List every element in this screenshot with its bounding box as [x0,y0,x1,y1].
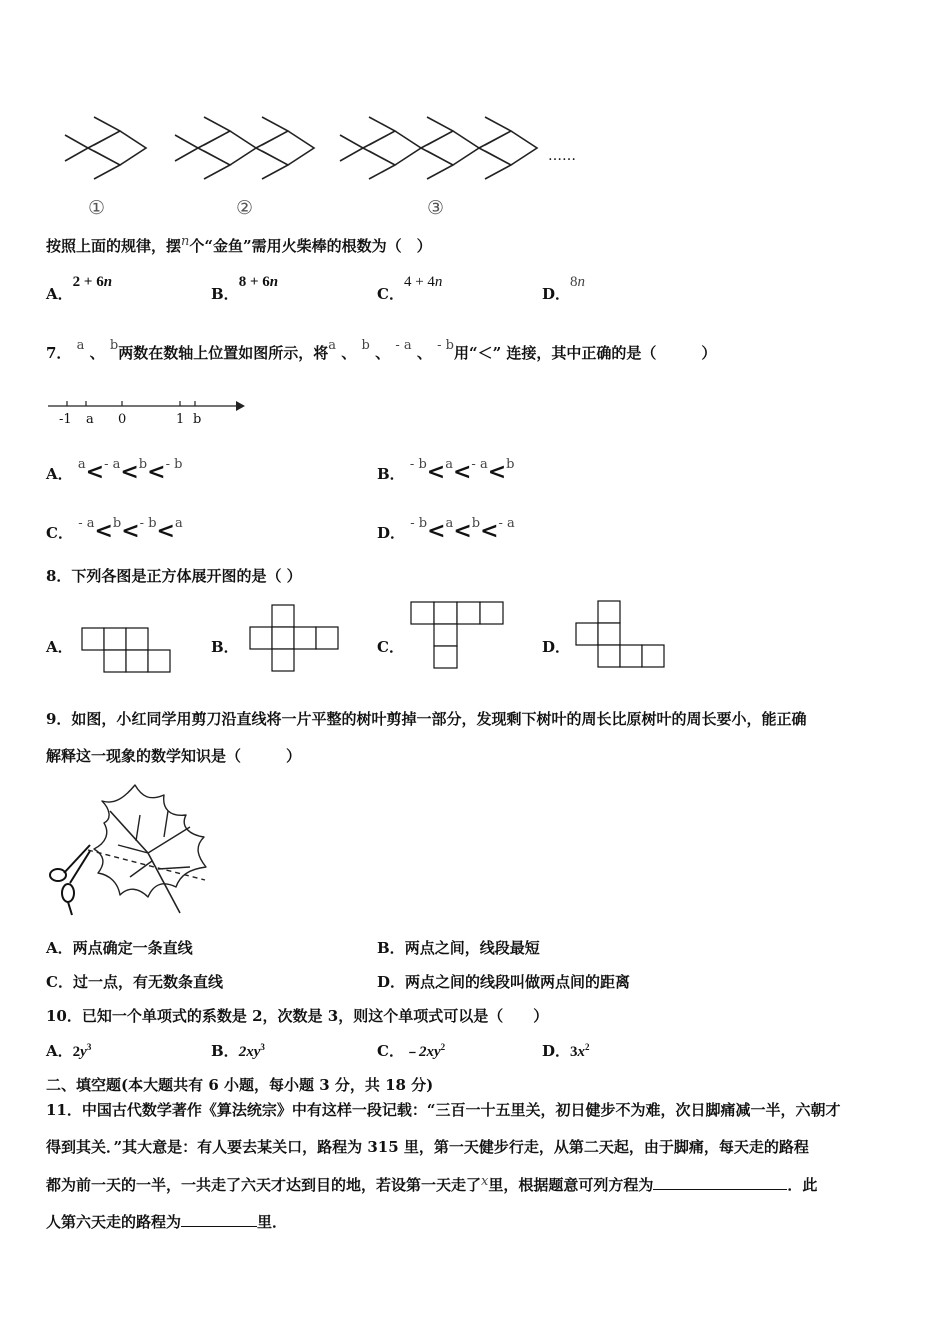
cube-net-d[interactable] [0,600,950,680]
q10-stem: 10．已知一个单项式的系数是 2，次数是 3，则这个单项式可以是（ ） [46,1007,549,1025]
q9-stem-line2: 解释这一现象的数学知识是（ ） [46,747,302,765]
q11-line1: 11．中国古代数学著作《算法统宗》中有这样一段记载：“三百一十五里关，初日健步不为难，次日脚痛减一半，六朝才 [46,1101,841,1119]
q11-line2: 得到其关．”其大意是：有人要去某关口，路程为 315 里，第一天健步行走，从第二天起，由于脚痛，每天走的路程 [46,1138,809,1156]
figure-label-3: ③ [427,197,445,219]
q7-option-a[interactable]: A． a<- a<b<- b [46,457,183,485]
figure-label-2: ② [236,197,254,219]
fish-figure-3 [340,117,537,179]
figure-label-1: ① [88,197,106,219]
leaf-outline [94,785,206,897]
q11-line3: 都为前一天的一半，一共走了六天才达到目的地，若设第一天走了x里，根据题意可列方程为 ．此 [46,1174,818,1194]
q11-line4: 人第六天走的路程为 里． [46,1213,288,1231]
q9-option-c[interactable]: C．过一点，有无数条直线 [46,973,223,991]
q7-option-b[interactable]: B． - b<a<- a<b [377,457,515,485]
ellipsis: …… [548,148,576,164]
leaf-scissors-figure [40,775,220,920]
q8-option-d-label[interactable]: D． [542,638,571,656]
scissors-icon [50,845,90,915]
axis-label-1: 1 [176,412,185,427]
q7-option-d[interactable]: D． - b<a<b<- a [377,516,515,544]
q9-option-b[interactable]: B．两点之间，线段最短 [377,939,540,957]
axis-label-0: 0 [118,412,127,427]
q9-option-d[interactable]: D．两点之间的线段叫做两点间的距离 [377,973,631,991]
axis-label-neg1: -1 [59,412,72,427]
q8-stem: 8．下列各图是正方体展开图的是（ ） [46,567,302,585]
q10-option-a[interactable]: A．$2y^3$ [46,1042,92,1060]
q8-option-c-label[interactable]: C． [377,638,404,656]
section2-title: 二、填空题(本大题共有 6 小题，每小题 3 分，共 18 分) [46,1076,434,1094]
q9-stem-line1: 9．如图，小红同学用剪刀沿直线将一片平整的树叶剪掉一部分，发现剩下树叶的周长比原树叶的周长要小，能正确 [46,710,807,728]
q8-option-b-label[interactable]: B． [211,638,239,656]
q10-option-b[interactable]: B．$2xy^3$ [211,1042,265,1060]
axis-label-a: a [86,412,94,427]
q7-stem: 7． a 、 b两数在数轴上位置如图所示，将a 、 b 、 - a 、 - b用“＜” 连接，其中正确的是（ ） [46,338,717,362]
number-line [0,390,260,430]
equation-answer-blank[interactable] [653,1175,787,1190]
fish-figure-1 [65,117,146,179]
q6-option-b[interactable]: B．8 + 6n [211,274,279,303]
fish-pattern-figure [0,0,950,230]
fish-figure-2 [175,117,314,179]
q10-option-d[interactable]: D．$3x^2$ [542,1042,590,1060]
q6-option-a[interactable]: A．2 + 6n [46,274,113,303]
q6-option-c[interactable]: C．4 + 4n [377,274,443,303]
q6-stem: 按照上面的规律，摆n个“金鱼”需用火柴棒的根数为（ ） [46,234,432,255]
q8-option-a-label[interactable]: A． [46,638,73,656]
q6-option-d[interactable]: D．8n [542,274,586,303]
sixth-day-answer-blank[interactable] [181,1212,257,1227]
q7-option-c[interactable]: C． - a<b<- b<a [46,516,183,544]
q10-option-c[interactable]: C．$﹣2xy^2$ [377,1042,446,1060]
axis-label-b: b [193,412,202,427]
q9-option-a[interactable]: A．两点确定一条直线 [46,939,193,957]
